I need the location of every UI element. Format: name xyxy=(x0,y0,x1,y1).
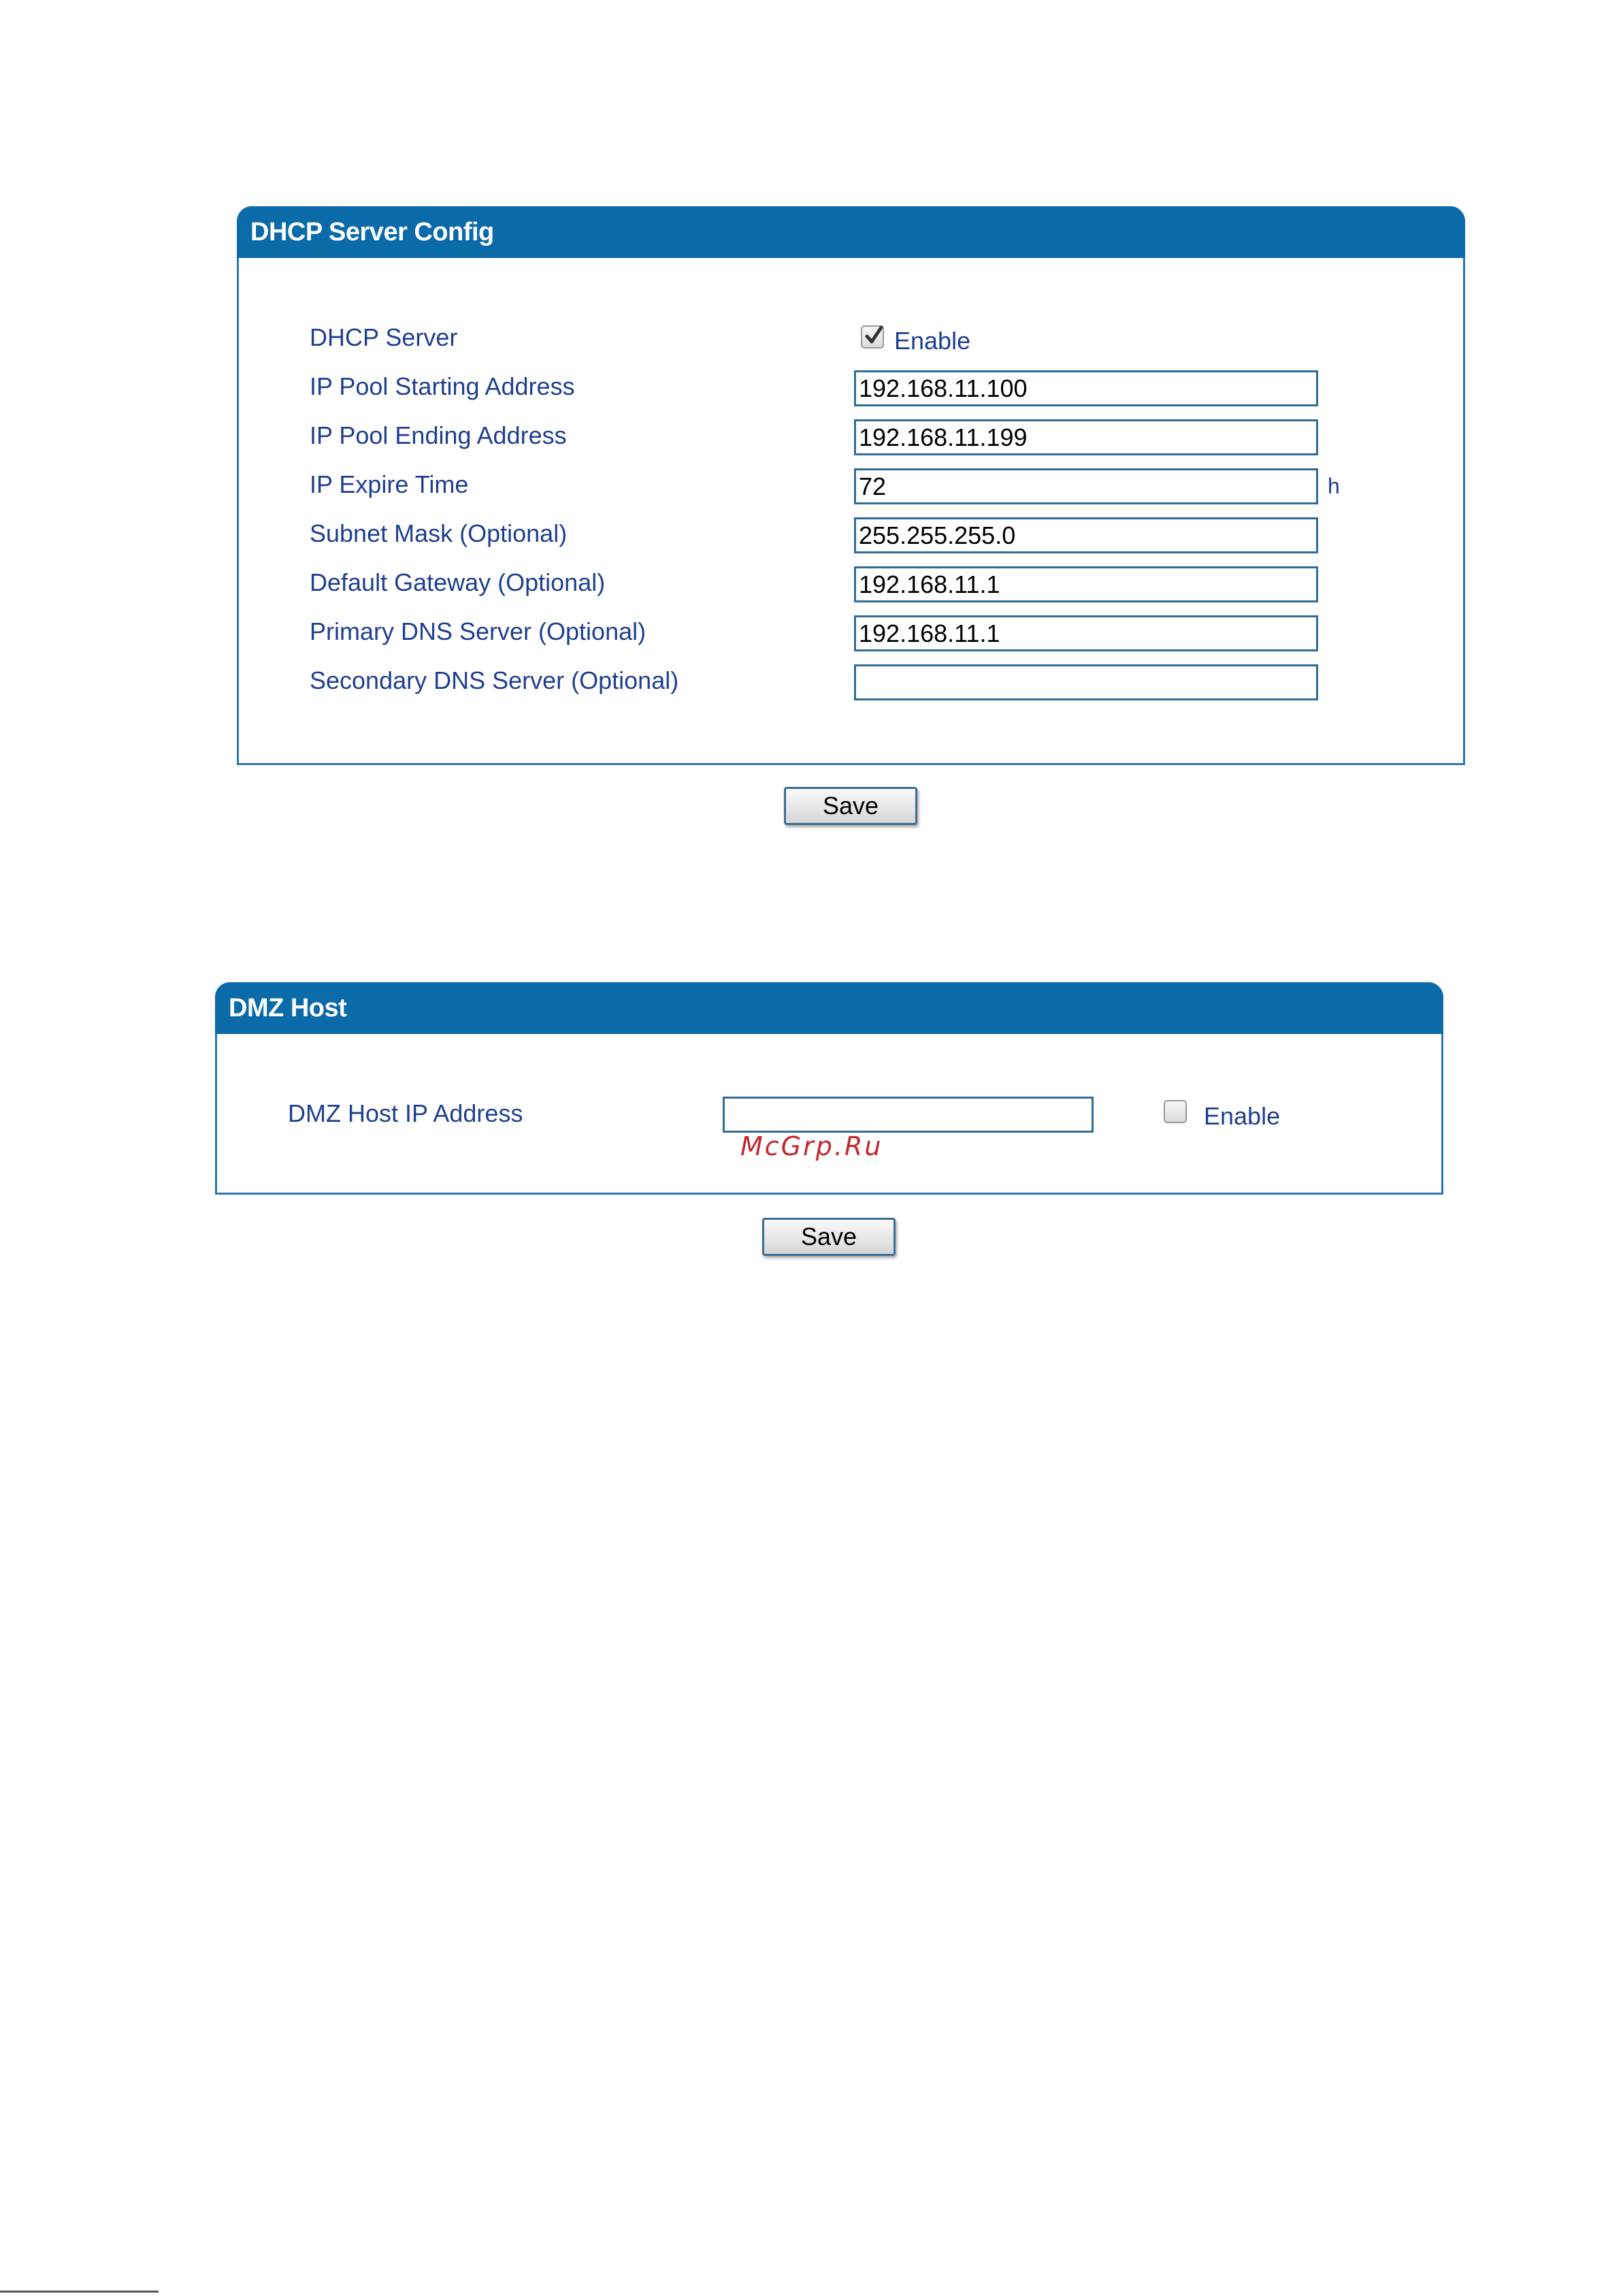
primary-dns-label: Primary DNS Server (Optional) xyxy=(310,617,646,645)
default-gateway-label: Default Gateway (Optional) xyxy=(310,568,606,596)
dhcp-server-label: DHCP Server xyxy=(310,323,458,351)
dhcp-panel-title: DHCP Server Config xyxy=(237,206,1465,258)
dhcp-enable-checkbox[interactable] xyxy=(861,325,884,349)
dmz-host-ip-label: DMZ Host IP Address xyxy=(288,1099,523,1127)
default-gateway-input[interactable] xyxy=(854,566,1318,602)
dhcp-enable-label: Enable xyxy=(894,327,971,355)
ip-pool-start-input[interactable] xyxy=(854,370,1318,406)
dmz-enable-label: Enable xyxy=(1204,1102,1281,1130)
dmz-enable-checkbox[interactable] xyxy=(1164,1100,1187,1123)
ip-pool-end-input[interactable] xyxy=(854,419,1318,455)
subnet-mask-input[interactable] xyxy=(854,517,1318,553)
dmz-host-ip-input[interactable] xyxy=(723,1097,1094,1133)
ip-expire-time-label: IP Expire Time xyxy=(310,470,469,498)
dhcp-server-config-panel xyxy=(237,206,1465,765)
ip-expire-time-input[interactable] xyxy=(854,468,1318,504)
watermark-text: McGrp.Ru xyxy=(740,1131,883,1161)
ip-pool-start-label: IP Pool Starting Address xyxy=(310,372,575,400)
secondary-dns-input[interactable] xyxy=(854,664,1318,700)
primary-dns-input[interactable] xyxy=(854,615,1318,651)
ip-pool-end-label: IP Pool Ending Address xyxy=(310,421,567,449)
page-divider xyxy=(0,2291,159,2293)
dmz-panel-title: DMZ Host xyxy=(215,982,1443,1034)
subnet-mask-label: Subnet Mask (Optional) xyxy=(310,519,568,547)
dmz-save-button[interactable]: Save xyxy=(762,1218,896,1256)
checkmark-icon xyxy=(864,324,884,347)
secondary-dns-label: Secondary DNS Server (Optional) xyxy=(310,666,679,694)
ip-expire-time-unit: h xyxy=(1328,474,1340,498)
dmz-host-panel xyxy=(215,982,1443,1195)
dhcp-save-button[interactable]: Save xyxy=(784,787,917,825)
